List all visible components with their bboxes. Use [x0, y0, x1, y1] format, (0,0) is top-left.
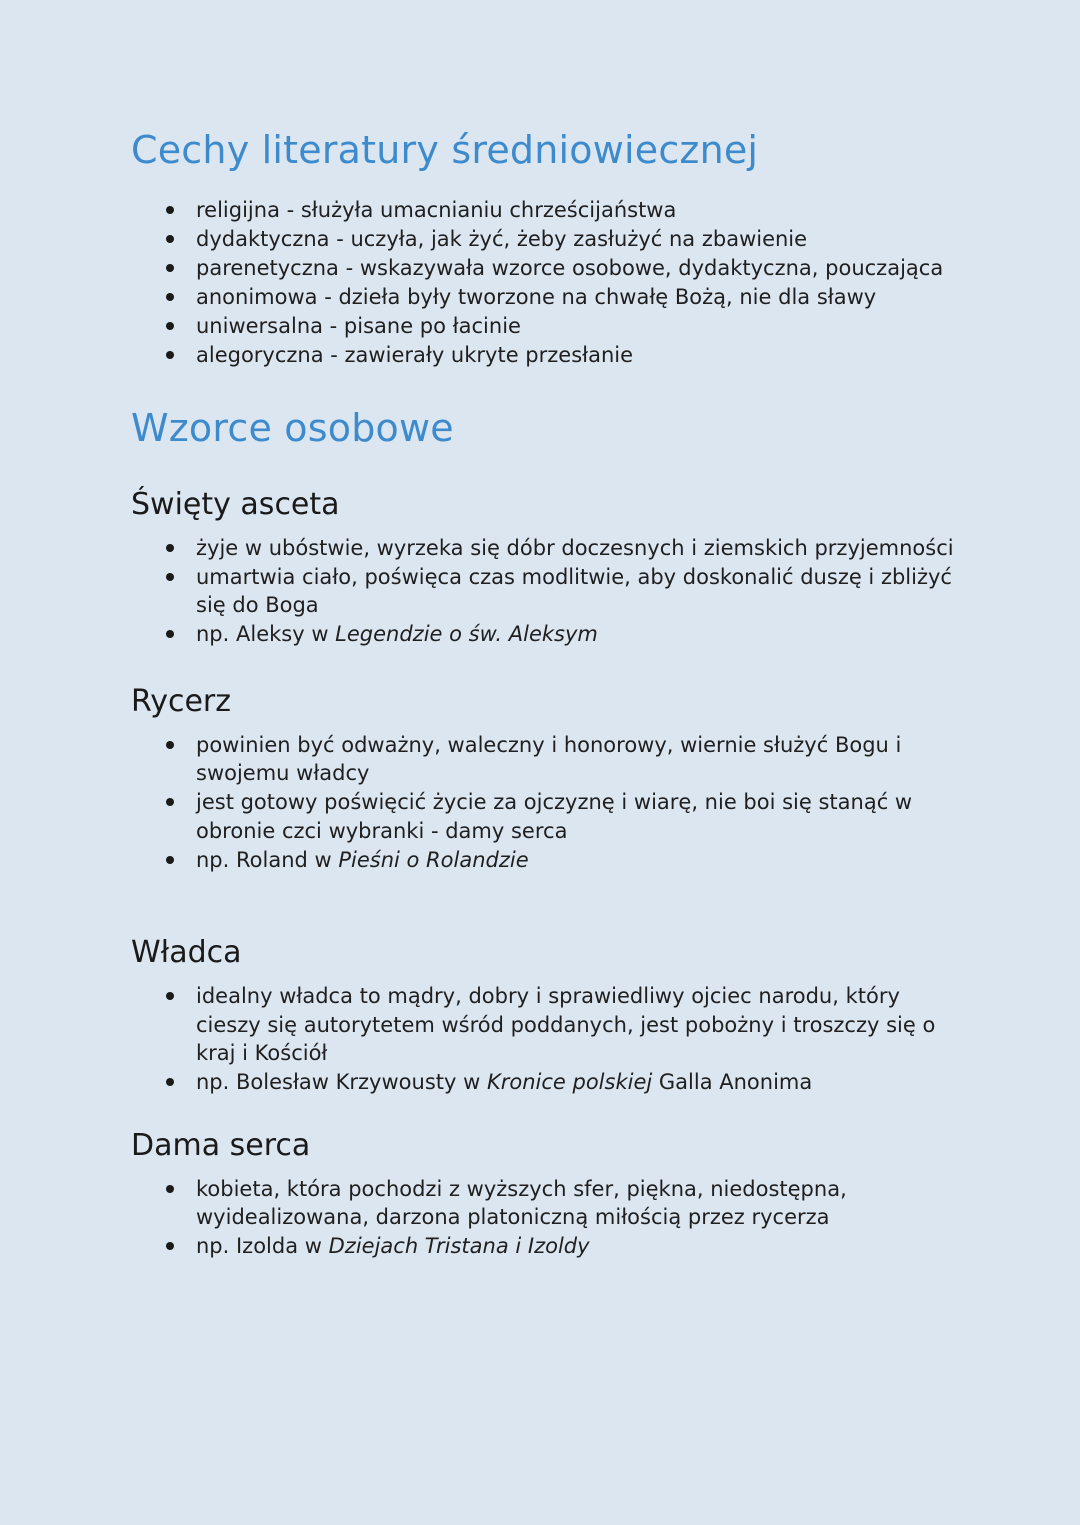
example-suffix: Galla Anonima	[652, 1070, 813, 1094]
cechy-list	[131, 196, 961, 370]
example-item	[131, 1232, 961, 1261]
work-title: Kronice polskiej	[486, 1070, 653, 1094]
example-prefix: np. Izolda w	[196, 1234, 329, 1258]
rycerz-list	[131, 731, 961, 875]
example-prefix: np. Roland w	[196, 847, 339, 872]
example-item	[131, 1068, 961, 1097]
example-item	[131, 846, 961, 875]
list-item: dydaktyczna - uczyła, jak żyć, żeby zasłużyć na zbawienie	[131, 225, 961, 254]
list-item: żyje w ubóstwie, wyrzeka się dóbr doczesnych i ziemskich przyjemności	[131, 534, 961, 563]
list-item: uniwersalna - pisane po łacinie	[131, 312, 961, 341]
asceta-list	[131, 534, 961, 649]
subheading-asceta: Święty asceta	[131, 486, 340, 522]
list-item: parenetyczna - wskazywała wzorce osobowe, dydaktyczna, pouczająca	[131, 254, 961, 283]
list-item: kobieta, która pochodzi z wyższych sfer, piękna, niedostępna, wyidealizowana, darzona platoniczną miłością przez rycerza	[131, 1175, 961, 1232]
list-item: idealny władca to mądry, dobry i sprawiedliwy ojciec narodu, który cieszy się autorytetem wśród poddanych, jest pobożny i troszczy się o kraj i Kościół	[131, 982, 961, 1068]
list-item: anonimowa - dzieła były tworzone na chwałę Bożą, nie dla sławy	[131, 283, 961, 312]
list-item: alegoryczna - zawierały ukryte przesłanie	[131, 341, 961, 370]
section-title-cechy: Cechy literatury średniowiecznej	[131, 128, 759, 172]
list-item: jest gotowy poświęcić życie za ojczyznę i wiarę, nie boi się stanąć w obronie czci wybranki - damy serca	[131, 788, 961, 845]
example-item	[131, 620, 961, 649]
subheading-dama: Dama serca	[131, 1127, 311, 1163]
wladca-list	[131, 982, 961, 1097]
work-title: Dziejach Tristana i Izoldy	[328, 1234, 590, 1258]
example-prefix: np. Bolesław Krzywousty w	[196, 1070, 487, 1094]
example-prefix: np. Aleksy w	[196, 622, 336, 646]
work-title: Legendzie o św. Aleksym	[335, 622, 598, 646]
section-title-wzorce: Wzorce osobowe	[131, 405, 454, 450]
subheading-rycerz: Rycerz	[131, 683, 231, 719]
work-title: Pieśni o Rolandzie	[338, 847, 529, 872]
list-item: religijna - służyła umacnianiu chrześcijaństwa	[131, 196, 961, 225]
list-item: powinien być odważny, waleczny i honorowy, wiernie służyć Bogu i swojemu władcy	[131, 731, 961, 788]
dama-list	[131, 1175, 961, 1261]
subheading-wladca: Władca	[131, 935, 242, 970]
list-item: umartwia ciało, poświęca czas modlitwie, aby doskonalić duszę i zbliżyć się do Boga	[131, 563, 961, 620]
